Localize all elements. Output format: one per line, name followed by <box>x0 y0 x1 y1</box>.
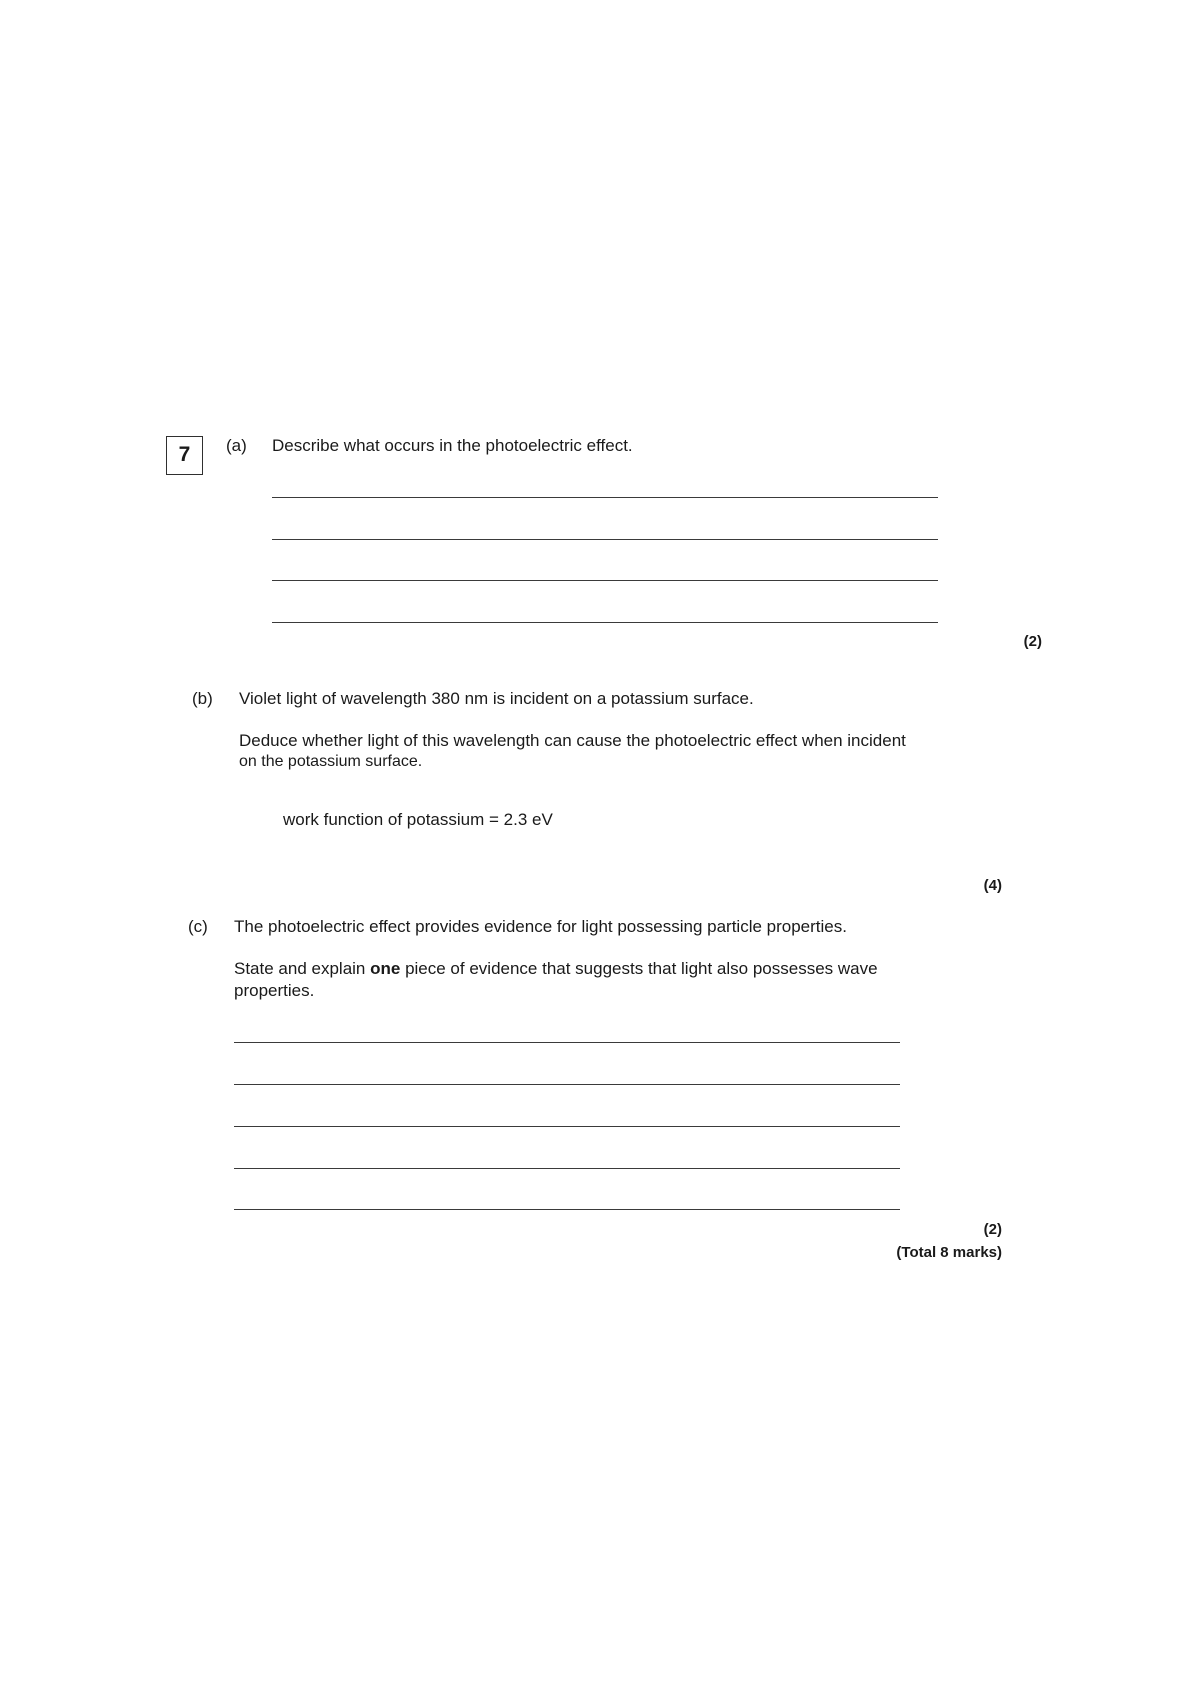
part-b-given: work function of potassium = 2.3 eV <box>283 810 553 829</box>
part-c-line2-post: piece of evidence that suggests that light also possesses wave <box>400 959 878 978</box>
question-number: 7 <box>166 436 203 475</box>
part-b-line3: on the potassium surface. <box>239 753 423 770</box>
part-c-line3: properties. <box>234 981 315 1000</box>
answer-line-a4[interactable] <box>272 622 938 623</box>
part-a-marks: (2) <box>1023 633 1042 650</box>
answer-line-a3[interactable] <box>272 580 938 581</box>
answer-line-a2[interactable] <box>272 539 938 540</box>
answer-line-c5[interactable] <box>234 1209 900 1210</box>
part-c-emphasis: one <box>370 959 401 978</box>
answer-line-a1[interactable] <box>272 497 938 498</box>
part-b-line2: Deduce whether light of this wavelength can cause the photoelectric effect when incident <box>239 731 906 750</box>
part-b-label: (b) <box>192 689 213 708</box>
part-a-prompt: Describe what occurs in the photoelectric effect. <box>272 436 633 455</box>
part-c-label: (c) <box>188 917 208 936</box>
part-a-label: (a) <box>226 436 247 455</box>
part-c-line1: The photoelectric effect provides evidence for light possessing particle properties. <box>234 917 847 936</box>
part-b-marks: (4) <box>983 877 1002 894</box>
part-c-line2 <box>234 959 878 979</box>
answer-line-c2[interactable] <box>234 1084 900 1085</box>
total-marks: (Total 8 marks) <box>896 1244 1002 1261</box>
answer-line-c1[interactable] <box>234 1042 900 1043</box>
answer-line-c3[interactable] <box>234 1126 900 1127</box>
answer-line-c4[interactable] <box>234 1168 900 1169</box>
part-b-line1: Violet light of wavelength 380 nm is incident on a potassium surface. <box>239 689 754 708</box>
part-c-marks: (2) <box>983 1221 1002 1238</box>
part-c-line2-pre: State and explain <box>234 959 371 978</box>
